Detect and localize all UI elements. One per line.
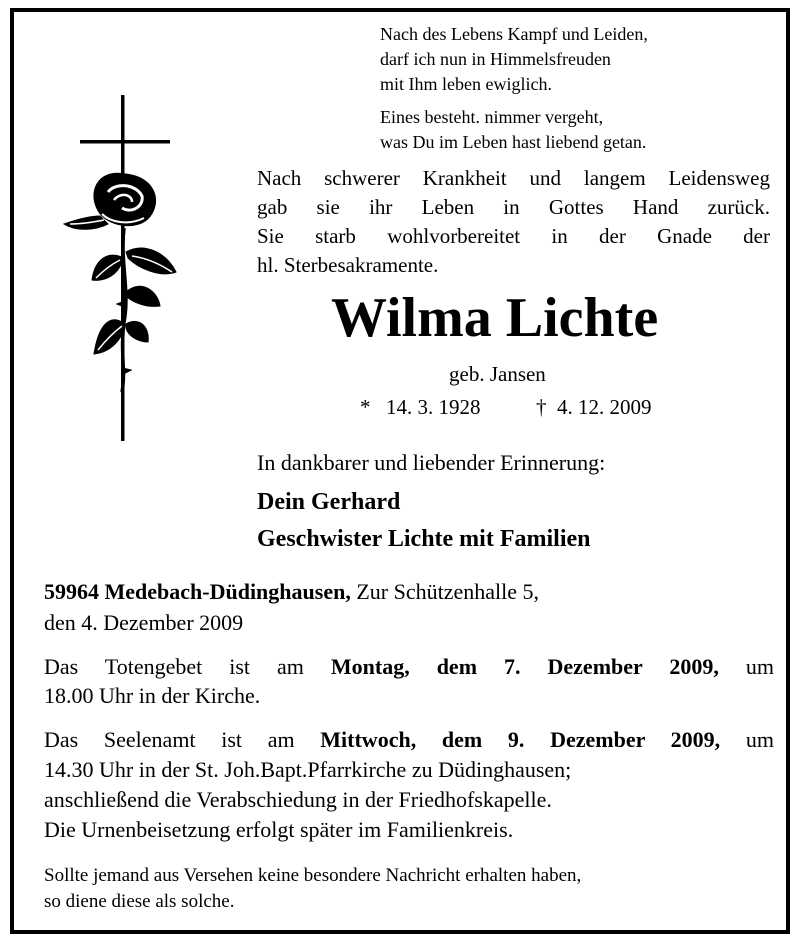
signatory: Geschwister Lichte mit Familien <box>257 526 591 552</box>
prayer-text: um <box>718 654 774 679</box>
cross-with-rose <box>58 92 188 452</box>
birth-symbol: * <box>360 395 371 419</box>
intro-line: Nach schwerer Krankheit und langem Leidensweg <box>257 166 770 190</box>
notice-line: Sollte jemand aus Versehen keine besondere Nachricht erhalten haben, <box>44 865 582 886</box>
intro-line: gab sie ihr Leben in Gottes Hand zurück. <box>257 195 770 219</box>
death-date: 4. 12. 2009 <box>557 395 652 419</box>
intro-line: hl. Sterbesakramente. <box>257 253 439 277</box>
intro-line: Sie starb wohlvorbereitet in der Gnade der <box>257 224 770 248</box>
mass-line: Die Urnenbeisetzung erfolgt später im Familienkreis. <box>44 817 514 842</box>
birth-date: 14. 3. 1928 <box>386 395 481 419</box>
address-date: den 4. Dezember 2009 <box>44 610 244 635</box>
notice-line: so diene diese als solche. <box>44 891 235 912</box>
deceased-name: Wilma Lichte <box>331 287 659 349</box>
rose-icon <box>64 174 176 392</box>
address-city: 59964 Medebach-Düdinghausen, <box>44 579 351 604</box>
remembrance-text: In dankbarer und liebender Erinnerung: <box>257 450 606 475</box>
mass-text: um <box>720 727 774 752</box>
mass-text: Das Seelenamt ist am <box>44 727 321 752</box>
poem-line: was Du im Leben hast liebend getan. <box>380 132 647 152</box>
poem-line: mit Ihm leben ewiglich. <box>380 74 552 94</box>
mass-date: Mittwoch, dem 9. Dezember 2009, <box>320 727 721 752</box>
mass-line: 14.30 Uhr in der St. Joh.Bapt.Pfarrkirche zu Düdinghausen; <box>44 757 572 782</box>
prayer-line: 18.00 Uhr in der Kirche. <box>44 683 261 708</box>
prayer-date: Montag, dem 7. Dezember 2009, <box>330 654 719 679</box>
signatory: Dein Gerhard <box>257 489 401 515</box>
prayer-text: Das Totengebet ist am <box>44 654 331 679</box>
poem-line: Nach des Lebens Kampf und Leiden, <box>380 24 648 44</box>
address-line <box>44 581 539 603</box>
poem-line: darf ich nun in Himmelsfreuden <box>380 49 611 69</box>
born-name: geb. Jansen <box>449 362 546 386</box>
death-symbol: † <box>536 395 547 419</box>
mass-line <box>44 729 774 751</box>
prayer-line <box>44 656 774 678</box>
address-street: Zur Schützenhalle 5, <box>350 579 540 604</box>
poem-line: Eines besteht. nimmer vergeht, <box>380 107 604 127</box>
mass-line: anschließend die Verabschiedung in der Friedhofskapelle. <box>44 787 552 812</box>
